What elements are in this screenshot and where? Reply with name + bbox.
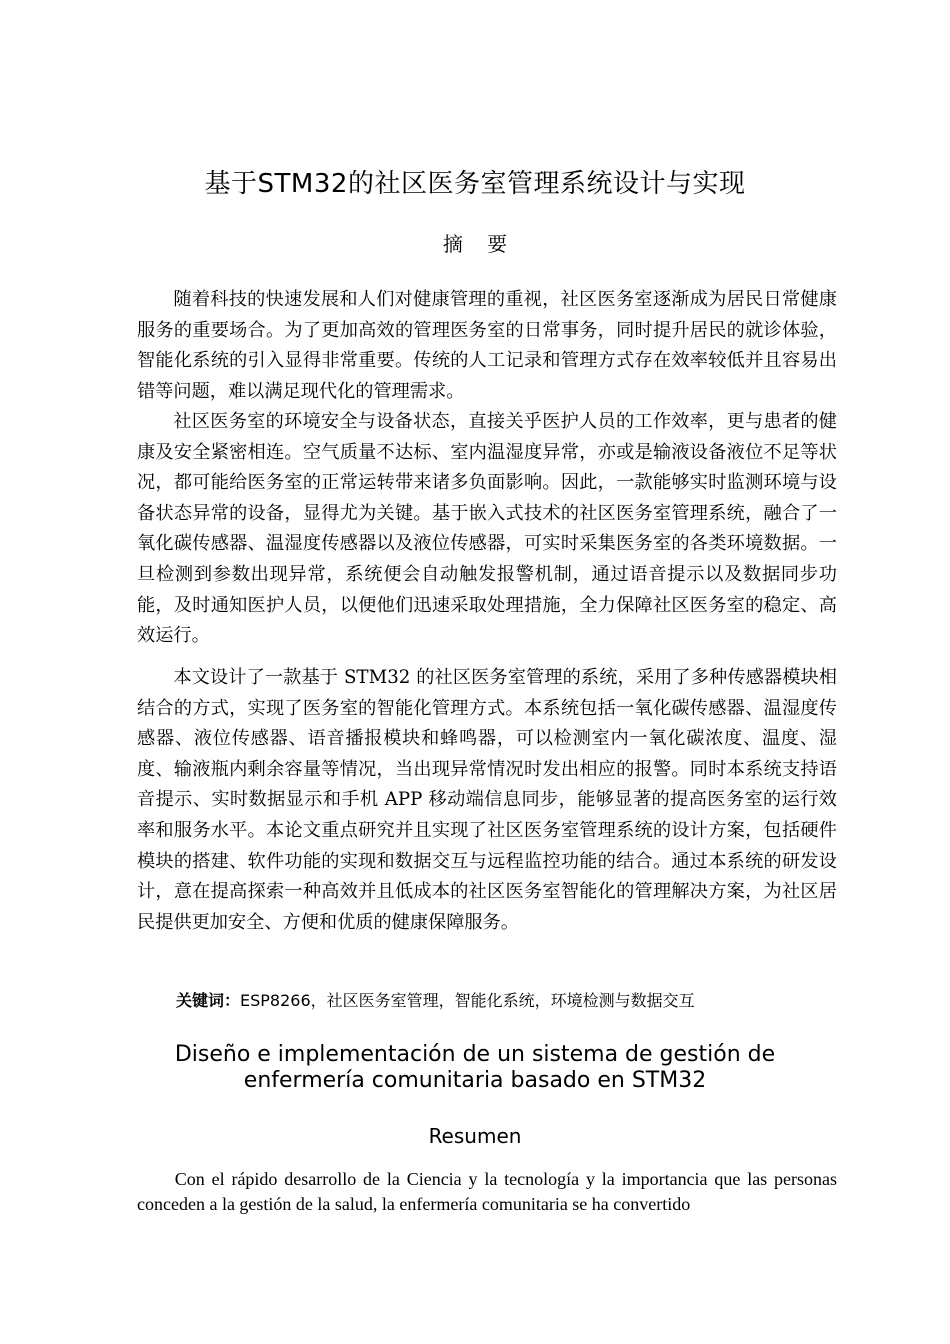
keywords-label: 关键词： [176,991,241,1010]
spanish-abstract-heading: Resumen [428,1124,522,1148]
chinese-title: 基于STM32的社区医务室管理系统设计与实现 [204,169,746,199]
spanish-abstract-paragraph: Con el rápido desarrollo de la Ciencia y la tecnología y la importancia que las personas conceden a la gestión de la salud, la enfermería comunitaria se ha convertido [137,1169,837,1214]
spanish-abstract-body [137,1167,837,1216]
chinese-abstract-heading: 摘 要 [442,232,508,256]
spanish-title [0,1042,950,1094]
chinese-abstract-body-3 [137,663,837,938]
abstract-paragraph-2: 社区医务室的环境安全与设备状态，直接关乎医护人员的工作效率，更与患者的健康及安全紧密相连。空气质量不达标、室内温湿度异常，亦或是输液设备液位不足等状况，都可能给医务室的正常运转带来诸多负面影响。因此，一款能够实时监测环境与设备状态异常的设备，显得尤为关键。基于嵌入式技术的社区医务室管理系统，融合了一氧化碳传感器、温湿度传感器以及液位传感器，可实时采集医务室的各类环境数据。一旦检测到参数出现异常，系统便会自动触发报警机制，通过语音提示以及数据同步功能，及时通知医护人员，以便他们迅速采取处理措施，全力保障社区医务室的稳定、高效运行。 [137,411,837,647]
spanish-title-line-2: enfermería comunitaria basado en STM32 [243,1068,707,1093]
keywords-text: ESP8266，社区医务室管理，智能化系统，环境检测与数据交互 [240,991,695,1010]
chinese-abstract-body-2 [137,407,837,652]
keywords-line [176,988,856,1014]
chinese-abstract-body [137,285,837,407]
abstract-paragraph-3: 本文设计了一款基于 STM32 的社区医务室管理的系统，采用了多种传感器模块相结合的方式，实现了医务室的智能化管理方式。本系统包括一氧化碳传感器、温湿度传感器、液位传感器、语音播报模块和蜂鸣器，可以检测室内一氧化碳浓度、温度、湿度、输液瓶内剩余容量等情况，当出现异常情况时发出相应的报警。同时本系统支持语音提示、实时数据显示和手机 APP 移动端信息同步，能够显著的提高医务室的运行效率和服务水平。本论文重点研究并且实现了社区医务室管理系统的设计方案，包括硬件模块的搭建、软件功能的实现和数据交互与远程监控功能的结合。通过本系统的研发设计，意在提高探索一种高效并且低成本的社区医务室智能化的管理解决方案，为社区居民提供更加安全、方便和优质的健康保障服务。 [137,667,837,933]
abstract-paragraph-1: 随着科技的快速发展和人们对健康管理的重视，社区医务室逐渐成为居民日常健康服务的重要场合。为了更加高效的管理医务室的日常事务，同时提升居民的就诊体验，智能化系统的引入显得非常重要。传统的人工记录和管理方式存在效率较低并且容易出错等问题，难以满足现代化的管理需求。 [137,289,837,402]
spanish-title-line-1: Diseño e implementación de un sistema de gestión de [174,1042,776,1067]
